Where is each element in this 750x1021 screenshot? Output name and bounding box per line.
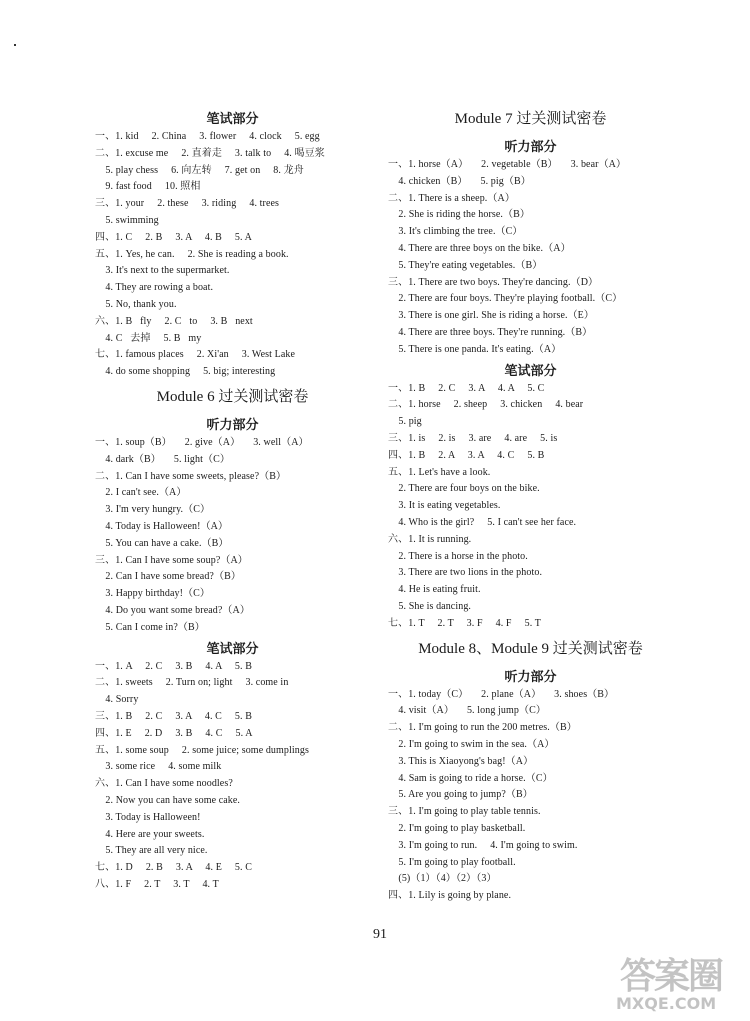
answer-line: 4. Sam is going to ride a horse.（C）: [388, 772, 553, 784]
answer-line: 五、1. Yes, he can. 2. She is reading a book.: [95, 248, 289, 260]
answer-line: 六、1. B fly 2. C to 3. B next: [95, 315, 253, 327]
answer-line: 二、1. sweets 2. Turn on; light 3. come in: [95, 677, 289, 689]
answer-line: 3. Happy birthday!（C）: [95, 588, 210, 600]
section-heading: 笔试部分: [504, 362, 557, 378]
answer-line: 5. No, thank you.: [95, 299, 177, 310]
answer-line: 2. I'm going to play basketball.: [388, 823, 526, 834]
module-title: Module 7 过关测试密卷: [454, 111, 607, 127]
answer-line: 一、1. soup（B） 2. give（A） 3. well（A）: [95, 437, 309, 448]
answer-line: 三、1. Can I have some soup?（A）: [95, 554, 248, 566]
answer-line: 4. There are three boys. They're running.（B）: [388, 327, 593, 338]
answer-line: 4. There are three boys on the bike.（A）: [388, 243, 571, 254]
watermark-url: MXQE.COM: [616, 994, 717, 1013]
answer-line: 六、1. It is running.: [388, 533, 472, 545]
answer-line: 一、1. today（C） 2. plane（A） 3. shoes（B）: [388, 688, 615, 700]
module-title: Module 8、Module 9 过关测试密卷: [418, 640, 643, 657]
answer-line: 3. Today is Halloween!: [95, 811, 201, 823]
answer-line: 四、1. B 2. A 3. A 4. C 5. B: [388, 449, 545, 461]
answer-line: 二、1. horse 2. sheep 3. chicken 4. bear: [388, 399, 584, 411]
answer-line: 3. I'm very hungry.（C）: [95, 504, 211, 516]
answer-line: 5. She is dancing.: [388, 601, 472, 612]
answer-line: 4. He is eating fruit.: [388, 584, 481, 596]
answer-line: 二、1. Can I have some sweets, please?（B）: [95, 470, 287, 482]
answer-line: 3. It's next to the supermarket.: [95, 265, 230, 277]
section-heading: 听力部分: [504, 668, 557, 684]
answer-line: 4. They are rowing a boat.: [95, 282, 214, 294]
answer-line: 三、1. B 2. C 3. A 4. C 5. B: [95, 711, 252, 722]
answer-line: 六、1. Can I have some noodles?: [95, 778, 233, 790]
answer-line: 2. There are four boys on the bike.: [388, 483, 540, 495]
answer-line: 二、1. excuse me 2. 直着走 3. talk to 4. 喝豆浆: [95, 147, 325, 159]
answer-line: 3. some rice 4. some milk: [95, 761, 222, 773]
section-heading: 笔试部分: [206, 640, 259, 656]
answer-line: 2. There are four boys. They're playing football.（C）: [388, 293, 623, 305]
answer-line: (5)（1）（4）（2）（3）: [388, 873, 497, 885]
answer-line: 5. pig: [388, 416, 422, 428]
answer-line: 二、1. I'm going to run the 200 metres.（B）: [388, 722, 577, 734]
answer-line: 3. It's climbing the tree.（C）: [388, 226, 523, 238]
answer-line: 2. There is a horse in the photo.: [388, 550, 528, 562]
answer-line: 4. dark（B） 5. light（C）: [95, 453, 230, 465]
answer-line: 2. She is riding the horse.（B）: [388, 209, 531, 221]
answer-line: 八、1. F 2. T 3. T 4. T: [95, 879, 219, 890]
answer-line: 5. play chess 6. 向左转 7. get on 8. 龙舟: [95, 164, 304, 176]
answer-line: 2. Can I have some bread?（B）: [95, 571, 241, 583]
answer-line: 5. swimming: [95, 215, 159, 226]
answer-line: 4. Today is Halloween!（A）: [95, 521, 229, 532]
module-title: Module 6 过关测试密卷: [156, 389, 309, 405]
answer-line: 4. do some shopping 5. big; interesting: [95, 366, 276, 378]
answer-line: 2. I can't see.（A）: [95, 487, 187, 499]
answer-line: 七、1. famous places 2. Xi'an 3. West Lake: [95, 349, 296, 361]
answer-line: 三、1. I'm going to play table tennis.: [388, 806, 541, 818]
answer-line: 五、1. Let's have a look.: [388, 466, 491, 478]
answer-line: 4. Do you want some bread?（A）: [95, 605, 250, 616]
page-number: 91: [373, 927, 387, 942]
answer-line: 七、1. D 2. B 3. A 4. E 5. C: [95, 862, 252, 874]
answer-line: 5. Can I come in?（B）: [95, 621, 205, 633]
section-heading: 听力部分: [504, 139, 557, 154]
answer-line: 5. There is one panda. It's eating.（A）: [388, 343, 562, 355]
answer-line: 2. I'm going to swim in the sea.（A）: [388, 739, 555, 750]
answer-line: 一、1. horse（A） 2. vegetable（B） 3. bear（A）: [388, 159, 627, 170]
section-heading: 听力部分: [206, 417, 259, 432]
answer-line: 9. fast food 10. 照相: [95, 181, 201, 193]
answer-line: 3. It is eating vegetables.: [388, 500, 501, 512]
answer-line: 一、1. kid 2. China 3. flower 4. clock 5. egg: [95, 131, 320, 142]
answer-line: 5. Are you going to jump?（B）: [388, 789, 533, 801]
answer-line: 二、1. There is a sheep.（A）: [388, 192, 515, 204]
answer-line: 5. I'm going to play football.: [388, 856, 516, 868]
watermark-logo: [614, 948, 744, 1018]
answer-line: 4. Here are your sweets.: [95, 828, 205, 840]
answer-line: 三、1. is 2. is 3. are 4. are 5. is: [388, 433, 558, 444]
answer-line: 5. You can have a cake.（B）: [95, 537, 229, 549]
watermark-title: 答案圈: [620, 956, 723, 997]
answer-line: 一、1. B 2. C 3. A 4. A 5. C: [388, 382, 545, 394]
answer-line: 4. Who is the girl? 5. I can't see her face.: [388, 517, 577, 528]
answer-line: 5. They are all very nice.: [95, 845, 208, 857]
section-heading: 笔试部分: [206, 111, 259, 126]
answer-line: 5. They're eating vegetables.（B）: [388, 259, 543, 271]
answer-line: 三、1. There are two boys. They're dancing.（D）: [388, 276, 599, 288]
answer-line: 三、1. your 2. these 3. riding 4. trees: [95, 198, 280, 210]
answer-line: 3. This is Xiaoyong's bag!（A）: [388, 755, 534, 767]
answer-line: 一、1. A 2. C 3. B 4. A 5. B: [95, 660, 252, 672]
answer-line: 4. C 去掉 5. B my: [95, 332, 202, 344]
answer-line: 4. visit（A） 5. long jump（C）: [388, 705, 546, 717]
answer-line: 3. There are two lions in the photo.: [388, 567, 543, 579]
answer-line: 四、1. E 2. D 3. B 4. C 5. A: [95, 727, 253, 739]
speck: [14, 44, 16, 46]
answer-line: 2. Now you can have some cake.: [95, 795, 241, 806]
answer-line: 4. Sorry: [95, 694, 139, 706]
answer-line: 五、1. some soup 2. some juice; some dumplings: [95, 744, 309, 756]
answer-line: 四、1. Lily is going by plane.: [388, 890, 512, 902]
answer-line: 4. chicken（B） 5. pig（B）: [388, 175, 531, 187]
answer-line: 四、1. C 2. B 3. A 4. B 5. A: [95, 231, 252, 243]
answer-line: 七、1. T 2. T 3. F 4. F 5. T: [388, 617, 541, 629]
answer-line: 3. There is one girl. She is riding a horse.（E）: [388, 310, 594, 322]
answer-line: 3. I'm going to run. 4. I'm going to swim.: [388, 839, 578, 851]
